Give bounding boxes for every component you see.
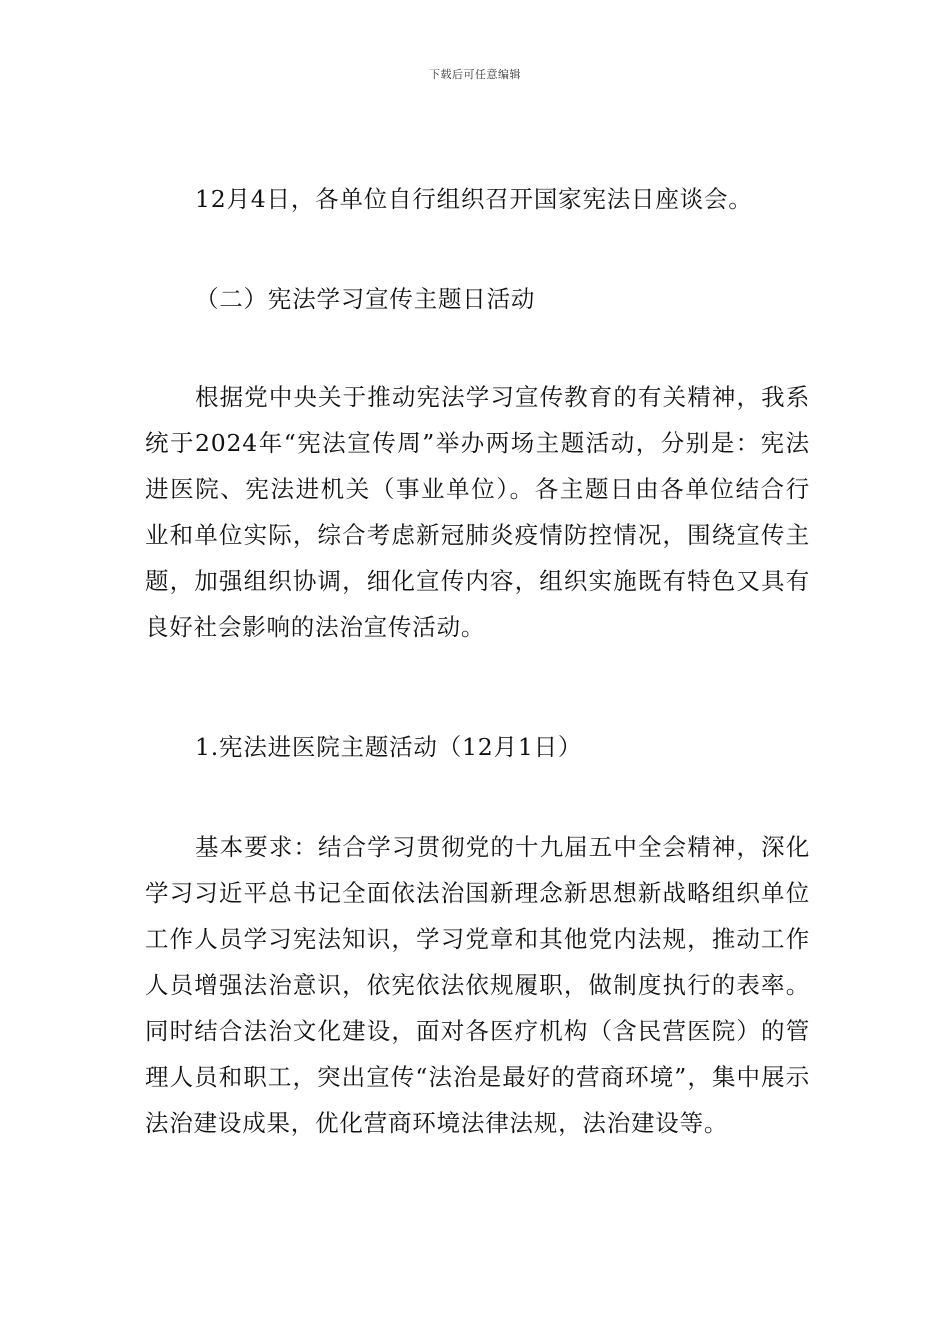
paragraph-symposium: 12月4日，各单位自行组织召开国家宪法日座谈会。 [195, 185, 753, 213]
page-header-note: 下载后可任意编辑 [429, 68, 521, 81]
paragraph-theme-activities: 根据党中央关于推动宪法学习宣传教育的有关精神，我系统于2024年“宪法宣传周”举办两场主题活动，分别是：宪法进医院、宪法进机关（事业单位）。各主题日由各单位结合行业和单位实际，综合考虑新冠肺炎疫情防控情况，围绕宣传主题，加强组织协调，细化宣传内容，组织实施既有特色又具有良好社会影响的法治宣传活动。 [145, 383, 810, 641]
section-heading-theme-day: （二）宪法学习宣传主题日活动 [195, 285, 536, 313]
list-item-hospital-activity: 1.宪法进医院主题活动（12月1日） [195, 733, 583, 761]
paragraph-basic-requirements: 基本要求：结合学习贯彻党的十九届五中全会精神，深化学习习近平总书记全面依法治国新理念新思想新战略组织单位工作人员学习宪法知识，学习党章和其他党内法规，推动工作人员增强法治意识，依宪依法依规履职，做制度执行的表率。同时结合法治文化建设，面对各医疗机构（含民营医院）的管理人员和职工，突出宣传“法治是最好的营商环境”，集中展示法治建设成果，优化营商环境法律法规，法治建设等。 [145, 833, 810, 1137]
